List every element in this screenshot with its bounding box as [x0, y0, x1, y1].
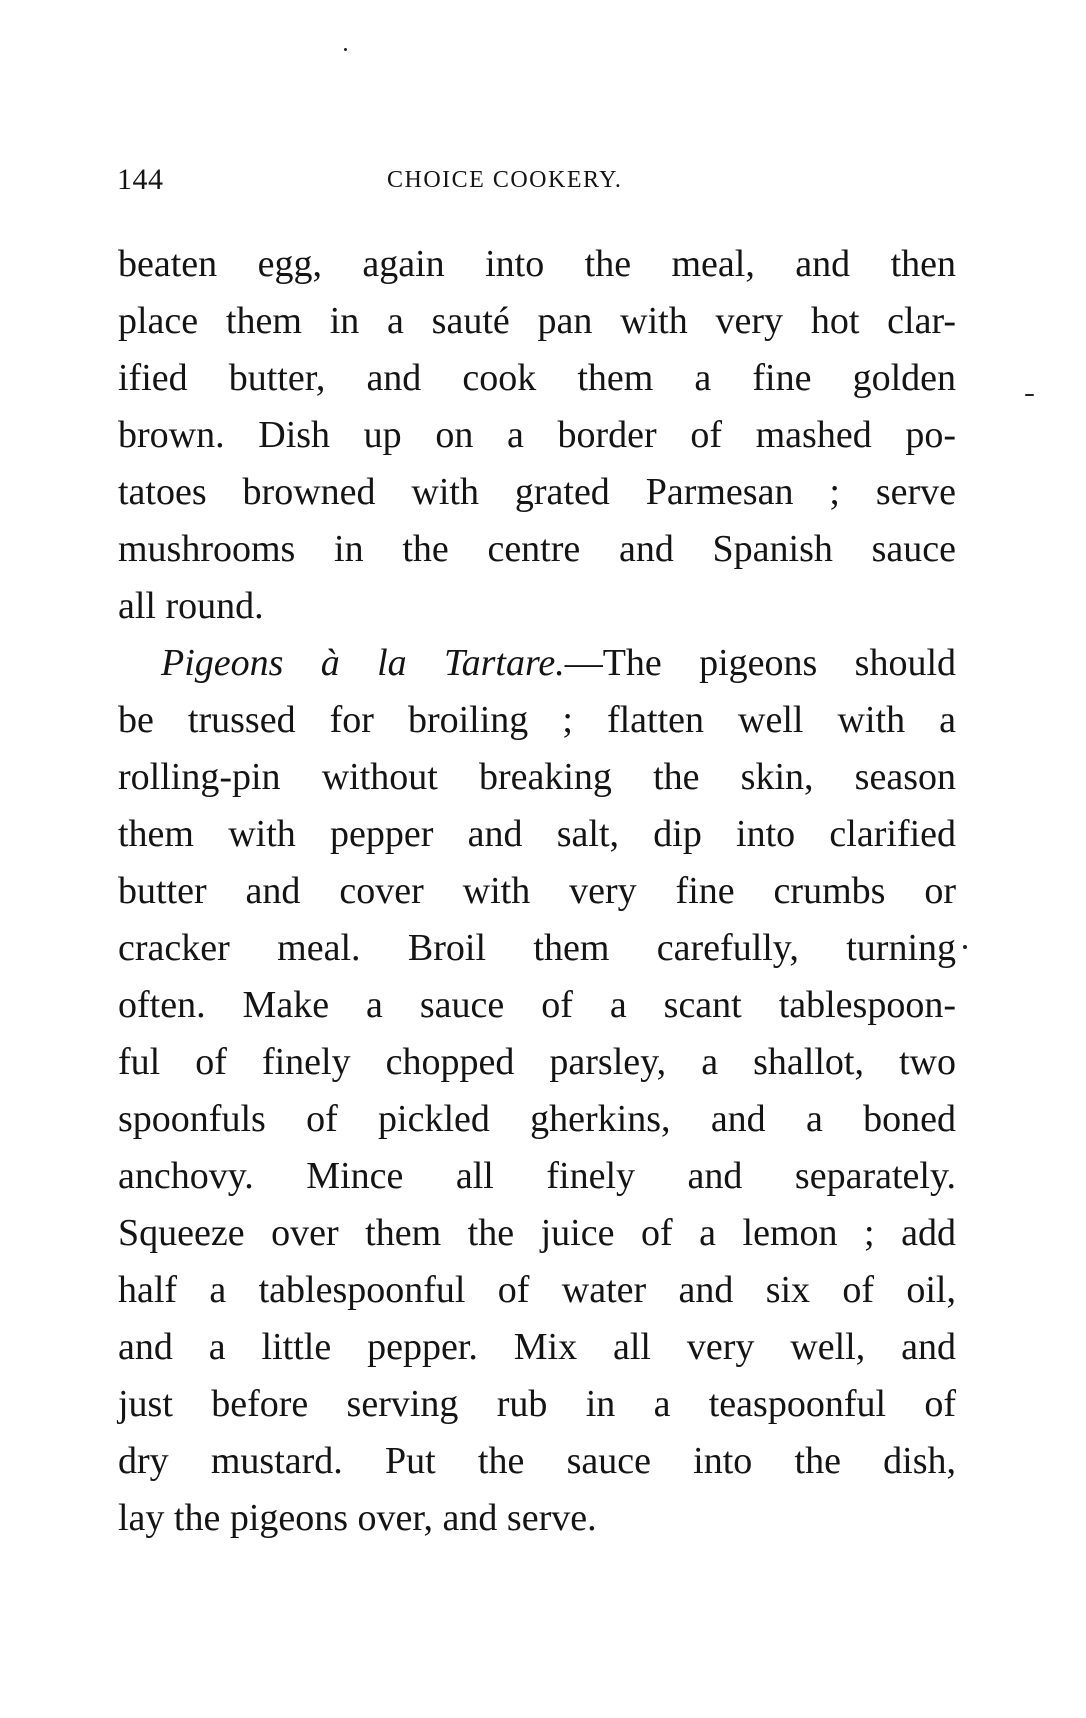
text-line: spoonfuls of pickled gherkins, and a boned — [118, 1098, 956, 1140]
text-line: all round. — [118, 585, 264, 627]
text-line: mushrooms in the centre and Spanish sauce — [118, 528, 956, 570]
print-speck — [344, 48, 347, 51]
text-line: and a little pepper. Mix all very well, and — [118, 1326, 956, 1368]
text-line: ful of finely chopped parsley, a shallot, two — [118, 1041, 956, 1083]
text-line: often. Make a sauce of a scant tablespoon- — [118, 984, 956, 1026]
text-line: be trussed for broiling ; flatten well with a — [118, 699, 956, 741]
text-line: brown. Dish up on a border of mashed po- — [118, 414, 956, 456]
recipe-first-line-text: The pigeons should — [602, 642, 956, 684]
running-header — [117, 163, 947, 203]
text-line: rolling-pin without breaking the skin, season — [118, 756, 956, 798]
recipe-paragraph-pigeons — [118, 635, 956, 1547]
text-line: dry mustard. Put the sauce into the dish, — [118, 1440, 956, 1482]
text-line: just before serving rub in a teaspoonful of — [118, 1383, 956, 1425]
title-dash: — — [564, 642, 603, 684]
text-line: beaten egg, again into the meal, and then — [118, 243, 956, 285]
recipe-title: Pigeons à la Tartare. — [161, 642, 565, 684]
paragraph-continued — [118, 236, 956, 635]
body-text — [118, 236, 956, 1547]
text-line: lay the pigeons over, and serve. — [118, 1497, 597, 1539]
text-line: them with pepper and salt, dip into clarified — [118, 813, 956, 855]
print-speck — [963, 945, 967, 949]
text-line: cracker meal. Broil them carefully, turning — [118, 927, 956, 969]
text-line: place them in a sauté pan with very hot clar- — [118, 300, 956, 342]
text-line: butter and cover with very fine crumbs or — [118, 870, 956, 912]
text-line: anchovy. Mince all finely and separately. — [118, 1155, 956, 1197]
print-speck — [1025, 394, 1034, 396]
text-line: half a tablespoonful of water and six of oil, — [118, 1269, 956, 1311]
page-number: 144 — [117, 163, 164, 196]
text-line: Squeeze over them the juice of a lemon ; add — [118, 1212, 956, 1254]
recipe-first-line — [118, 635, 956, 692]
text-line: tatoes browned with grated Parmesan ; serve — [118, 471, 956, 513]
text-line: ified butter, and cook them a fine golden — [118, 357, 956, 399]
running-title: CHOICE COOKERY. — [387, 167, 623, 193]
